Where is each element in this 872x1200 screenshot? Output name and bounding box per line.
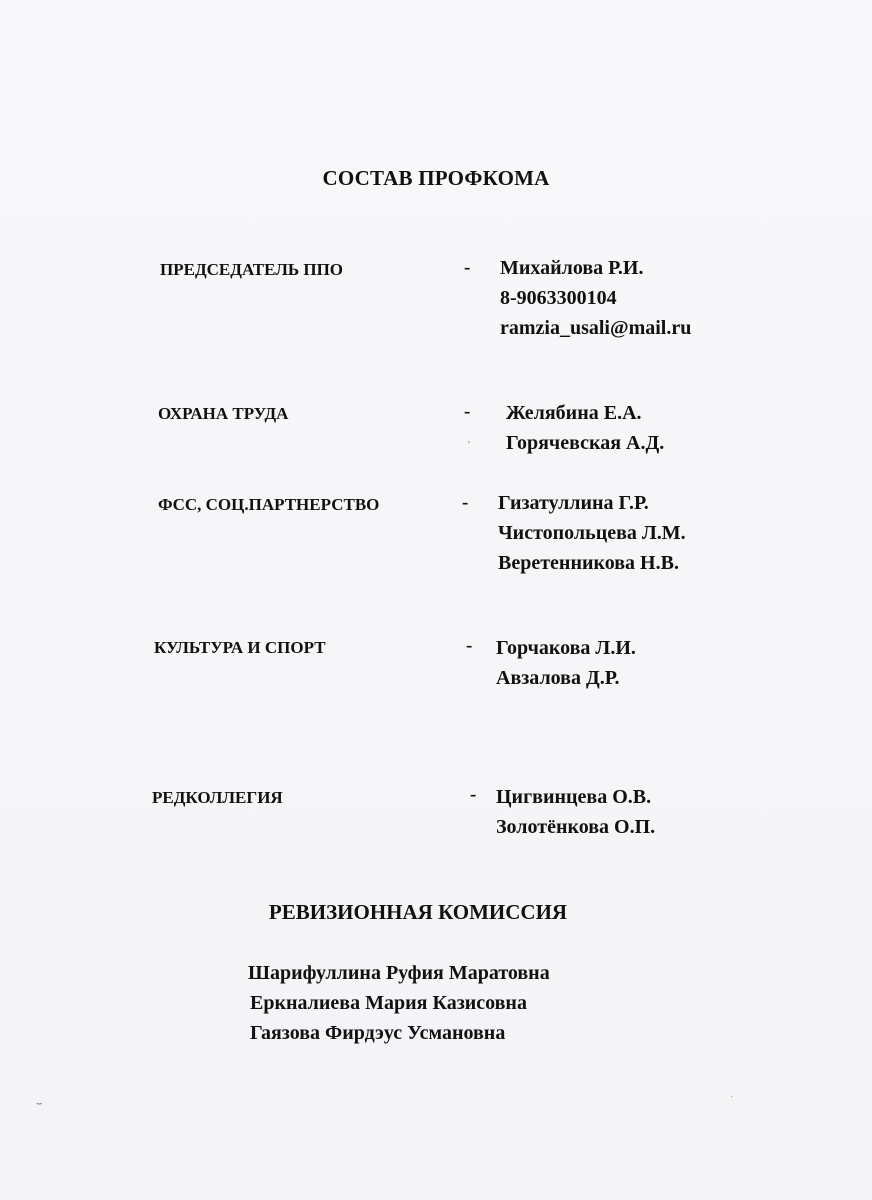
member-name: Цигвинцева О.В. [496,786,652,808]
section-dash: - [464,257,471,278]
section-names [506,398,664,458]
member-name: Михайлова Р.И. [500,257,644,279]
section-names [496,782,655,842]
member-name: Гизатуллина Г.Р. [498,492,649,514]
member-name: Желябина Е.А. [506,402,642,424]
section-label: ФСС, СОЦ.ПАРТНЕРСТВО [158,495,380,514]
member-name: Золотёнкова О.П. [496,816,656,838]
member-phone: 8-9063300104 [500,287,617,309]
section-names [500,253,691,343]
scan-speck: · [730,1092,734,1103]
scan-speck: ⌣ [36,1098,43,1109]
member-name: Авзалова Д.Р. [496,667,620,689]
member-name: Чистопольцева Л.М. [498,522,686,544]
section-dash: - [470,784,477,805]
section-label: РЕДКОЛЛЕГИЯ [152,788,283,807]
member-name: Горчакова Л.И. [496,637,636,659]
revision-commission-members [248,958,550,1048]
member-name: Гаязова Фирдэус Усмановна [250,1022,506,1044]
member-name: Шарифуллина Руфия Маратовна [248,962,550,984]
member-name: Еркналиева Мария Казисовна [250,992,527,1014]
section-dash: - [466,635,473,656]
section-label: КУЛЬТУРА И СПОРТ [154,638,326,657]
scan-speck: ′ [468,440,471,451]
section-dash: - [464,401,471,422]
revision-commission-title: РЕВИЗИОННАЯ КОМИССИЯ [268,900,568,924]
document-title: СОСТАВ ПРОФКОМА [322,166,550,190]
section-names [496,633,636,693]
member-name: Горячевская А.Д. [506,432,665,454]
section-label: ОХРАНА ТРУДА [158,404,289,423]
section-names [498,488,686,578]
member-email: ramzia_usali@mail.ru [500,317,692,339]
section-label: ПРЕДСЕДАТЕЛЬ ППО [160,260,344,279]
member-name: Веретенникова Н.В. [498,552,679,574]
section-dash: - [462,492,469,513]
